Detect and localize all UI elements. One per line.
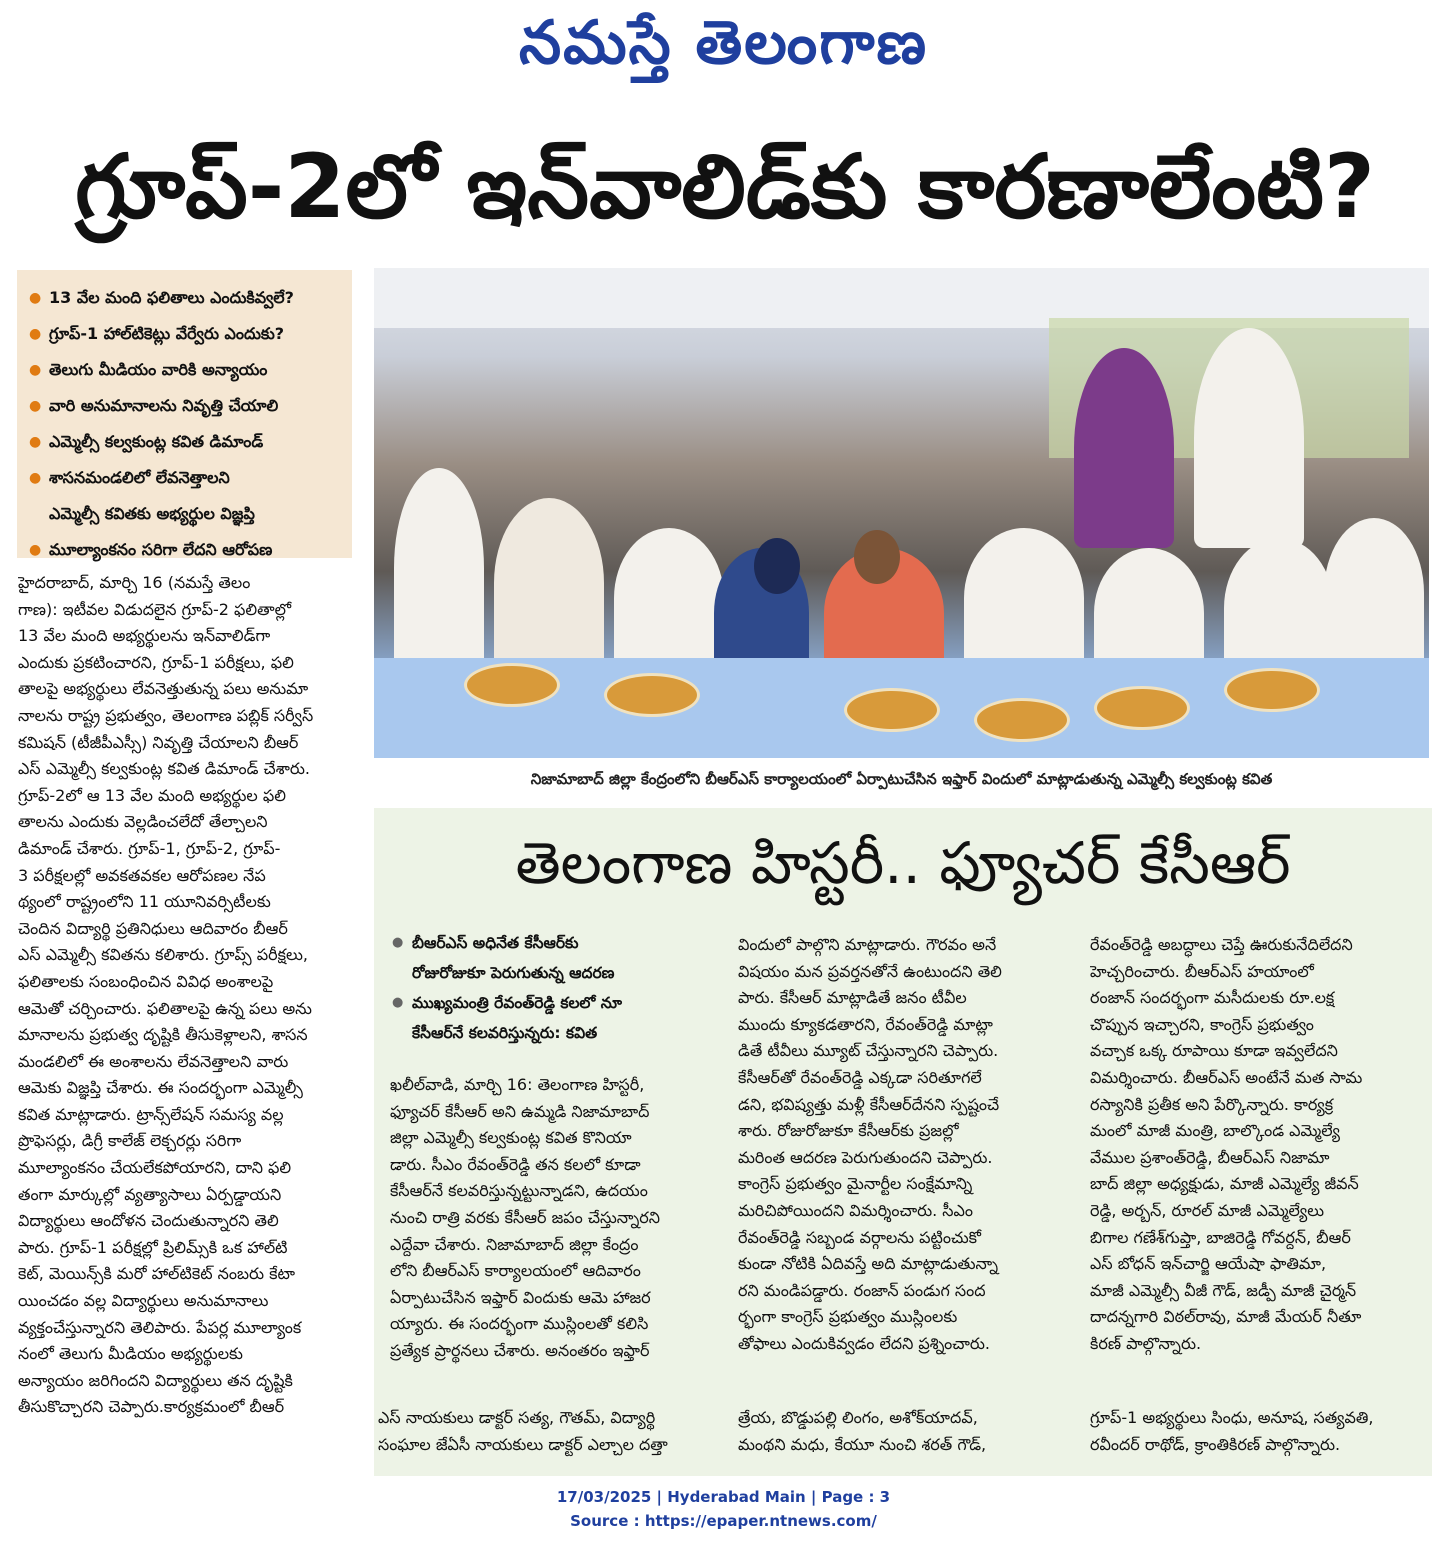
main-headline: గ్రూప్-2లో ఇన్‌వాలిడ్‌కు కారణాలేంటి? (75, 135, 1375, 238)
left-article-column: హైదరాబాద్, మార్చి 16 (నమస్తే తెలం గాణ): ఇటీవల విడుదలైన గ్రూప్-2 ఫలితాల్లో 13 వేల మంది అభ్యర్థులను ఇన్‌వాలిడ్‌గా ఎందుకు ప్రకటించారని, గ్రూప్-1 పరీక్షలు, ఫలి తాలపై అభ్యర్థులు లేవనెత్తుతున్న పలు అనుమా నాలను రాష్ట్ర ప్రభుత్వం, తెలంగాణ పబ్లిక్ సర్వీస్ కమిషన్ (టీజీపీఎస్సీ) నివృత్తి చేయాలని బీఆర్ ఎస్ ఎమ్మెల్సీ కల్వకుంట్ల కవిత డిమాండ్ చేశారు. గ్రూప్-2లో ఆ 13 వేల మంది అభ్యర్థుల ఫలి తాలను ఎందుకు వెల్లడించలేదో తేల్చాలని డిమాండ్ చేశారు. గ్రూప్-1, గ్రూప్-2, గ్రూప్- 3 పరీక్షలల్లో అవకతవకల ఆరోపణల నేప థ్యంలో రాష్ట్రంలోని 11 యూనివర్సిటీలకు చెందిన విద్యార్థి ప్రతినిధులు ఆదివారం బీఆర్ ఎస్ ఎమ్మెల్సీ కవితను కలిశారు. గ్రూప్స్ పరీక్షలు, ఫలితాలకు సంబంధించిన వివిధ అంశాలపై ఆమెతో చర్చించారు. ఫలితాలపై ఉన్న పలు అను మానాలను ప్రభుత్వ దృష్టికి తీసుకెళ్లాలని, శాసన మండలిలో ఈ అంశాలను లేవనెత్తాలని వారు ఆమెకు విజ్ఞప్తి చేశారు. ఈ సందర్భంగా ఎమ్మెల్సీ కవిత మాట్లాడారు. ట్రాన్స్‌లేషన్ సమస్య వల్ల ప్రొఫెసర్లు, డిగ్రీ కాలేజ్ లెక్చరర్లు సరిగా మూల్యాంకనం చేయలేకపోయారని, దాని ఫలి తంగా మార్కుల్లో వ్యత్యాసాలు ఏర్పడ్డాయని విద్యార్థులు ఆందోళన చెందుతున్నారని తెలి పారు. గ్రూప్-1 పరీక్షల్లో ప్రిలిమ్స్‌కి ఒక హాల్‌టి కెట్, మెయిన్స్‌కి మరో హాల్‌టికెట్ నంబరు కేటా యించడం వల్ల విద్యార్థులు అనుమానాలు వ్యక్తంచేస్తున్నారని తెలిపారు. పేపర్ల మూల్యాంక నంలో తెలుగు మీడియం అభ్యర్థులకు అన్యాయం జరిగిందని విద్యార్థులు తన దృష్టికి తీసుకొచ్చారని చెప్పారు.కార్యక్రమంలో బీఆర్ (18, 573, 314, 1417)
highlight-item: ● శాసనమండలిలో లేవనెత్తాలని (27, 460, 346, 496)
sub-highlight-item: రోజురోజుకూ పెరుగుతున్న ఆదరణ (412, 964, 615, 982)
sub-headline: తెలంగాణ హిస్టరీ.. ఫ్యూచర్ కేసీఆర్ (515, 829, 1291, 897)
footer-source-link[interactable]: Source : https://epaper.ntnews.com/ (570, 1512, 877, 1530)
bottom-column-2: త్రేయ, బొడ్డుపల్లి లింగం, అశోక్‌యాదవ్, మంథని మధు, కేయూ నుంచి శరత్ గౌడ్, (738, 1408, 987, 1454)
sub-highlights (390, 928, 720, 1048)
masthead-logo: నమస్తే తెలంగాణ (518, 8, 929, 78)
highlight-item: ● మూల్యాంకనం సరిగా లేదని ఆరోపణ (27, 532, 346, 568)
highlight-item: ● 13 వేల మంది ఫలితాలు ఎందుకివ్వలే? (27, 280, 346, 316)
bottom-column-3: గ్రూప్-1 అభ్యర్థులు సింధు, అనూష, సత్యవతి, రవీందర్ రాథోడ్, క్రాంతికిరణ్ పాల్గొన్నారు. (1090, 1408, 1374, 1454)
bottom-column-1: ఎస్ నాయకులు డాక్టర్ సత్య, గౌతమ్, విద్యార్థి సంఘాల జేఏసీ నాయకులు డాక్టర్ ఎల్చాల దత్తా (378, 1408, 668, 1454)
highlight-item: ● ఎమ్మెల్సీ కల్వకుంట్ల కవిత డిమాండ్ (27, 424, 346, 460)
footer-date-edition: 17/03/2025 | Hyderabad Main | Page : 3 (556, 1488, 891, 1506)
highlights-box (17, 270, 352, 558)
sub-highlight-item: ● బీఆర్‌ఎస్ అధినేత కేసీఆర్‌కు (390, 928, 720, 958)
sub-highlight-item: కేసీఆర్‌నే కలవరిస్తున్నరు: కవిత (412, 1024, 598, 1042)
mid-article-column-3: రేవంత్‌రెడ్డి అబద్ధాలు చెప్తే ఊరుకునేదిలేదని హెచ్చరించారు. బీఆర్‌ఎస్ హయాంలో రంజాన్ సందర్భంగా మసీదులకు రూ.లక్ష చొప్పున ఇచ్చారని, కాంగ్రెస్ ప్రభుత్వం వచ్చాక ఒక్క రూపాయి కూడా ఇవ్వలేదని విమర్శించారు. బీఆర్‌ఎస్ అంటేనే మత సామ రస్యానికి ప్రతీక అని పేర్కొన్నారు. కార్యక్ర మంలో మాజీ మంత్రి, బాల్కొండ ఎమ్మెల్యే వేముల ప్రశాంత్‌రెడ్డి, బీఆర్‌ఎస్ నిజామా బాద్ జిల్లా అధ్యక్షుడు, మాజీ ఎమ్మెల్యే జీవన్ రెడ్డి, అర్బన్, రూరల్ మాజీ ఎమ్మెల్యేలు బిగాల గణేశ్‌గుప్తా, బాజిరెడ్డి గోవర్దన్, బీఆర్ ఎస్ బోధన్ ఇన్‌చార్జి ఆయేషా ఫాతిమా, మాజీ ఎమ్మెల్సీ వీజీ గౌడ్, జడ్పీ మాజీ చైర్మన్ దాదన్నగారి విఠల్‌రావు, మాజీ మేయర్ నీతూ కిరణ్ పాల్గొన్నారు. (1090, 935, 1363, 1353)
sub-highlight-item: ● ముఖ్యమంత్రి రేవంత్‌రెడ్డి కలలో నూ (390, 988, 720, 1018)
highlight-item: ఎమ్మెల్సీ కవితకు అభ్యర్థుల విజ్ఞప్తి (49, 504, 255, 523)
highlight-item: ● తెలుగు మీడియం వారికి అన్యాయం (27, 352, 346, 388)
mid-article-column-1: ఖలీల్‌వాడి, మార్చి 16: తెలంగాణ హిస్టరీ, ఫ్యూచర్ కేసీఆర్ అని ఉమ్మడి నిజామాబాద్ జిల్లా ఎమ్మెల్సీ కల్వకుంట్ల కవిత కొనియా డారు. సీఎం రేవంత్‌రెడ్డి తన కలలో కూడా కేసీఆర్‌నే కలవరిస్తున్నట్టున్నాడని, ఉదయం నుంచి రాత్రి వరకు కేసీఆర్ జపం చేస్తున్నారని ఎద్దేవా చేశారు. నిజామాబాద్ జిల్లా కేంద్రం లోని బీఆర్‌ఎస్ కార్యాలయంలో ఆదివారం ఏర్పాటుచేసిన ఇఫ్తార్ విందుకు ఆమె హాజర య్యారు. ఈ సందర్భంగా ముస్లింలతో కలిసి ప్రత్యేక ప్రార్థనలు చేశారు. అనంతరం ఇఫ్తార్ (390, 1075, 660, 1360)
news-photo (374, 268, 1429, 758)
mid-article-column-2: విందులో పాల్గొని మాట్లాడారు. గౌరవం అనే విషయం మన ప్రవర్తనతోనే ఉంటుందని తెలి పారు. కేసీఆర్ మాట్లాడితే జనం టీవీల ముందు క్యూకడతారని, రేవంత్‌రెడ్డి మాట్లా డితే టీవీలు మ్యూట్ చేస్తున్నారని చెప్పారు. కేసీఆర్‌తో రేవంత్‌రెడ్డి ఎక్కడా సరితూగలే డని, భవిష్యత్తు మళ్లీ కేసీఆర్‌దేనని స్పష్టంచే శారు. రోజురోజుకూ కేసీఆర్‌కు ప్రజల్లో మరింత ఆదరణ పెరుగుతుందని చెప్పారు. కాంగ్రెస్ ప్రభుత్వం మైనార్టీల సంక్షేమాన్ని మరిచిపోయిందని విమర్శించారు. సీఎం రేవంత్‌రెడ్డి సబ్బండ వర్గాలను పట్టించుకో కుండా నోటికి ఏదివస్తే అది మాట్లాడుతున్నా రని మండిపడ్డారు. రంజాన్ పండుగ సంద ర్భంగా కాంగ్రెస్ ప్రభుత్వం ముస్లింలకు తోఫాలు ఎందుకివ్వడం లేదని ప్రశ్నించారు. (738, 935, 1002, 1353)
highlight-item: ● గ్రూప్-1 హాల్‌టికెట్లు వేర్వేరు ఎందుకు? (27, 316, 346, 352)
highlight-item: ● వారి అనుమానాలను నివృత్తి చేయాలి (27, 388, 346, 424)
photo-caption: నిజామాబాద్ జిల్లా కేంద్రంలోని బీఆర్‌ఎస్ కార్యాలయంలో ఏర్పాటుచేసిన ఇఫ్తార్ విందులో మాట్లాడుతున్న ఎమ్మెల్సీ కల్వకుంట్ల కవిత (530, 770, 1273, 788)
